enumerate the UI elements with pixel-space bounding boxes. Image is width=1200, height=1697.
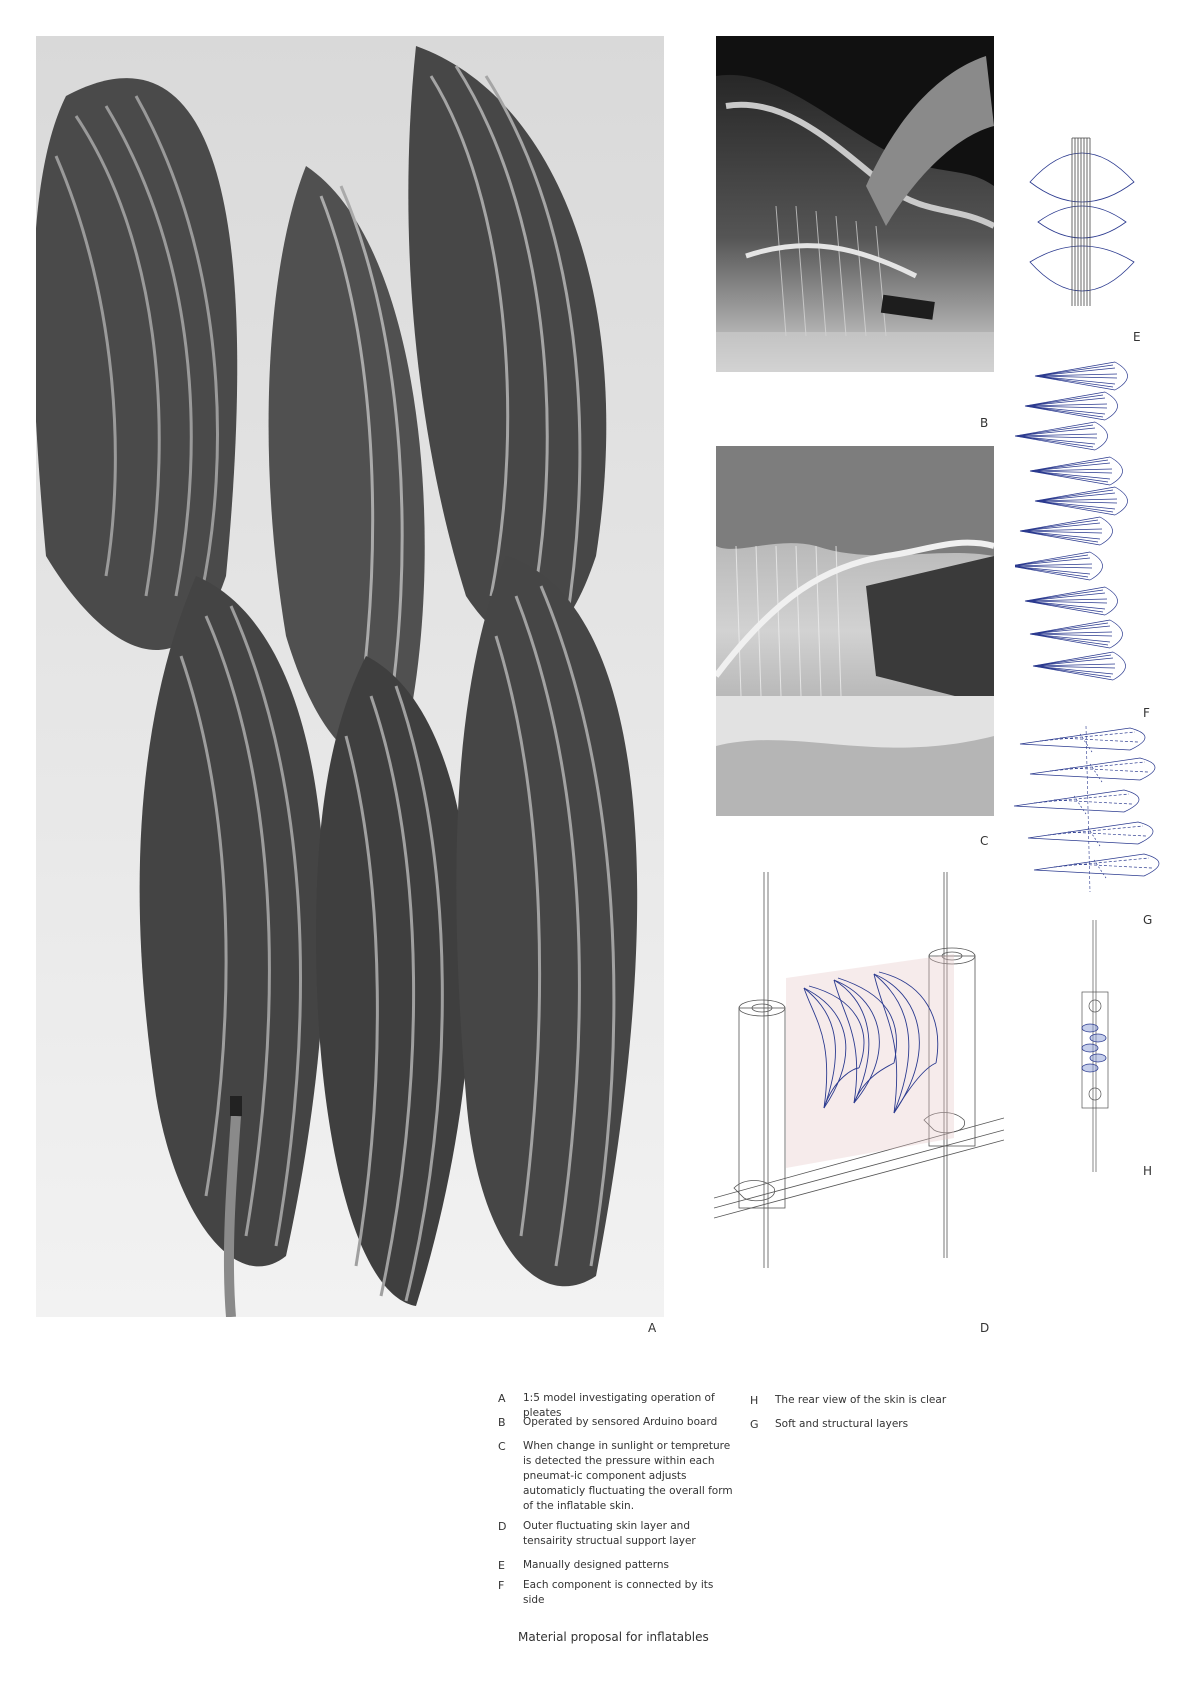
photo-a-pleated-model [36, 36, 664, 1317]
drawing-g-layers [1010, 722, 1180, 898]
drawing-d-skin-structure [714, 868, 1004, 1278]
label-b: B [980, 416, 989, 430]
photo-b-arduino-setup [716, 36, 994, 372]
label-c: C [980, 834, 989, 848]
label-g: G [1143, 913, 1153, 927]
photo-c-pneumatic-tubes [716, 446, 994, 816]
label-a: A [648, 1321, 657, 1335]
page-caption: Material proposal for inflatables [518, 1630, 709, 1644]
label-f: F [1143, 706, 1150, 720]
label-e: E [1133, 330, 1141, 344]
drawing-f-connected-components [1015, 356, 1180, 686]
label-h: H [1143, 1164, 1153, 1178]
label-d: D [980, 1321, 990, 1335]
drawing-h-rear-view [1060, 918, 1130, 1174]
drawing-e-pattern [1028, 132, 1136, 312]
